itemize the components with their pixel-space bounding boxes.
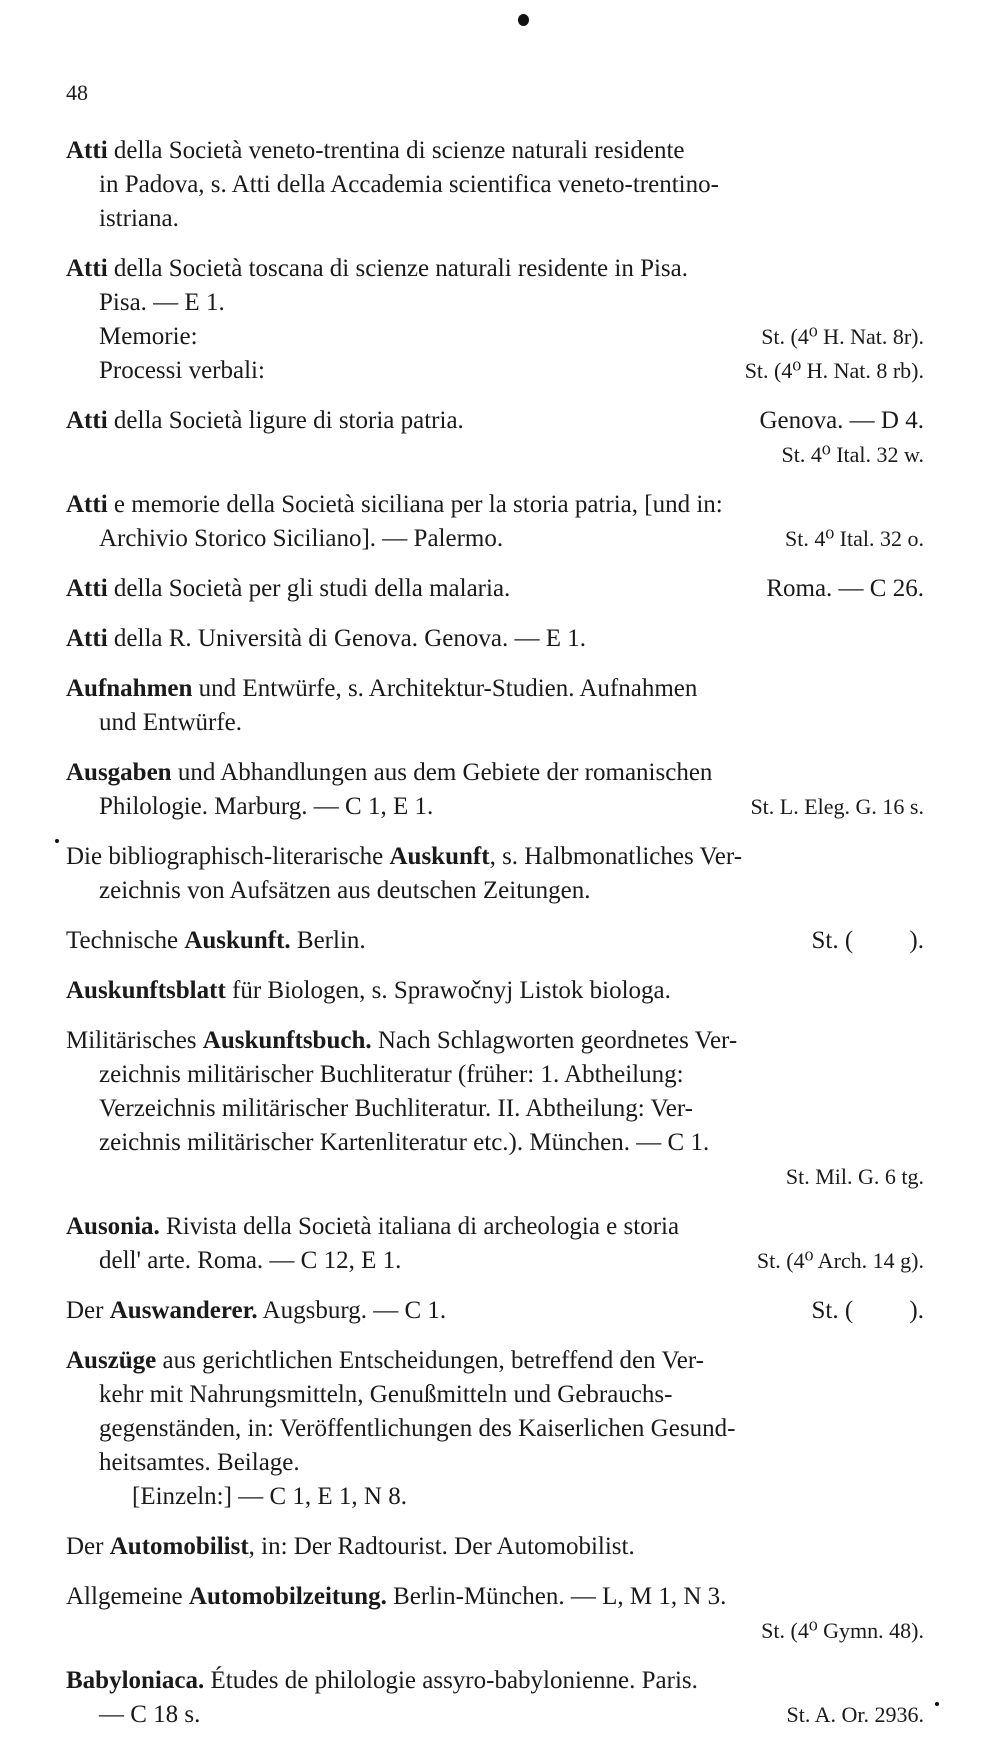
catalog-entry xyxy=(66,1210,924,1278)
entry-line: Pisa. — E 1. xyxy=(99,289,225,316)
shelf-mark: St. (4⁰ H. Nat. 8 rb). xyxy=(744,358,924,383)
catalog-entry xyxy=(66,672,924,740)
catalog-entry xyxy=(66,756,924,824)
entry-line xyxy=(66,756,924,790)
entry-line: in Padova, s. Atti della Accademia scientifica veneto-trentino- xyxy=(99,171,719,198)
ink-speck-margin xyxy=(55,839,59,843)
catalog-entry xyxy=(66,1024,924,1194)
entry-headword: Auswanderer. xyxy=(109,1297,258,1324)
entry-headword: Atti xyxy=(66,575,108,602)
entry-prefix: Die bibliographisch-literarische xyxy=(66,843,390,870)
entry-line xyxy=(66,522,924,556)
entry-text: della R. Università di Genova. Genova. — E 1. xyxy=(107,625,587,652)
entry-text: Nach Schlagworten geordnetes Ver- xyxy=(371,1027,738,1054)
catalog-entry xyxy=(66,924,924,958)
entry-headword: Atti xyxy=(66,137,108,164)
entry-line xyxy=(66,320,924,354)
entry-headword: Atti xyxy=(66,625,108,652)
entry-text: , in: Der Radtourist. Der Automobilist. xyxy=(248,1533,635,1560)
catalog-entries xyxy=(66,134,924,1748)
entry-headword: Ausgaben xyxy=(66,759,172,786)
entry-prefix: Allgemeine xyxy=(66,1583,189,1610)
entry-line xyxy=(66,1344,924,1378)
entry-text: — C 18 s. xyxy=(99,1701,201,1728)
entry-text: Augsburg. — C 1. xyxy=(257,1297,447,1324)
entry-text: für Biologen, s. Sprawočnyj Listok biologa. xyxy=(225,977,671,1004)
entry-text: della Società veneto-trentina di scienze naturali residente xyxy=(107,137,685,164)
entry-text: und Entwürfe, s. Architektur-Studien. Aufnahmen xyxy=(192,675,698,702)
entry-headword: Ausonia. xyxy=(66,1213,160,1240)
catalog-entry xyxy=(66,1530,924,1564)
catalog-entry xyxy=(66,488,924,556)
entry-headword: Auskunft xyxy=(389,843,490,870)
entry-line xyxy=(66,672,924,706)
entry-location: Genova. — D 4. xyxy=(759,407,924,434)
entry-text: della Società toscana di scienze naturali residente in Pisa. xyxy=(107,255,689,282)
catalog-entry xyxy=(66,974,924,1008)
entry-text: della Società per gli studi della malaria. xyxy=(107,575,511,602)
entry-headword: Babyloniaca. xyxy=(66,1667,205,1694)
entry-line xyxy=(66,974,924,1008)
entry-line xyxy=(66,354,924,388)
entry-line: heitsamtes. Beilage. xyxy=(99,1449,300,1476)
entry-headword: Atti xyxy=(66,407,108,434)
catalog-entry xyxy=(66,1580,924,1648)
entry-line: zeichnis von Aufsätzen aus deutschen Zeitungen. xyxy=(99,877,591,904)
entry-text: und Abhandlungen aus dem Gebiete der romanischen xyxy=(171,759,713,786)
entry-line xyxy=(66,1664,924,1698)
entry-line xyxy=(66,1024,924,1058)
catalog-entry xyxy=(66,1664,924,1732)
shelf-mark: St. 4⁰ Ital. 32 o. xyxy=(785,526,924,551)
entry-line xyxy=(66,622,924,656)
entry-prefix: Technische xyxy=(66,927,185,954)
entry-headword: Atti xyxy=(66,255,108,282)
entry-text: Berlin-München. — L, M 1, N 3. xyxy=(386,1583,727,1610)
entry-line: gegenständen, in: Veröffentlichungen des Kaiserlichen Gesund- xyxy=(99,1415,736,1442)
entry-headword: Auskunft. xyxy=(184,927,291,954)
shelf-mark: St. L. Eleg. G. 16 s. xyxy=(750,794,924,819)
ink-speck-bottom xyxy=(935,1702,939,1706)
entry-headword: Aufnahmen xyxy=(66,675,193,702)
entry-line: zeichnis militärischer Buchliteratur (früher: 1. Abtheilung: xyxy=(99,1061,684,1088)
entry-line: kehr mit Nahrungsmitteln, Genußmitteln und Gebrauchs- xyxy=(99,1381,673,1408)
catalog-entry xyxy=(66,622,924,656)
entry-line: [Einzeln:] — C 1, E 1, N 8. xyxy=(132,1483,407,1510)
shelf-mark: St. ( ). xyxy=(811,927,924,954)
shelf-mark: St. A. Or. 2936. xyxy=(786,1702,924,1727)
entry-line xyxy=(66,790,924,824)
catalog-entry xyxy=(66,572,924,606)
entry-line: und Entwürfe. xyxy=(99,709,243,736)
entry-text: Berlin. xyxy=(290,927,366,954)
entry-headword: Automobilist xyxy=(109,1533,249,1560)
page-number: 48 xyxy=(66,80,88,105)
entry-text: aus gerichtlichen Entscheidungen, betreffend den Ver- xyxy=(156,1347,704,1374)
entry-line xyxy=(66,1580,924,1614)
entry-headword: Auszüge xyxy=(66,1347,157,1374)
entry-line xyxy=(66,924,924,958)
entry-text: Archivio Storico Siciliano]. — Palermo. xyxy=(99,525,504,552)
entry-line xyxy=(66,488,924,522)
entry-prefix: Militärisches xyxy=(66,1027,203,1054)
entry-text: Memorie: xyxy=(99,323,198,350)
entry-text: , s. Halbmonatliches Ver- xyxy=(489,843,743,870)
entry-line: istriana. xyxy=(99,205,179,232)
entry-prefix: Der xyxy=(66,1297,110,1324)
shelf-mark: St. (4⁰ Gymn. 48). xyxy=(761,1618,924,1643)
shelf-mark: St. (4⁰ Arch. 14 g). xyxy=(756,1248,924,1273)
entry-text: Études de philologie assyro-babylonienne. Paris. xyxy=(204,1667,698,1694)
entry-line: Verzeichnis militärischer Buchliteratur. II. Abtheilung: Ver- xyxy=(99,1095,694,1122)
entry-location: Roma. — C 26. xyxy=(766,575,924,602)
entry-line xyxy=(66,1530,924,1564)
entry-text: Philologie. Marburg. — C 1, E 1. xyxy=(99,793,434,820)
entry-line xyxy=(66,1294,924,1328)
entry-line xyxy=(66,572,924,606)
catalog-entry xyxy=(66,134,924,236)
entry-line xyxy=(66,1698,924,1732)
entry-line xyxy=(66,252,924,286)
ink-speck-top xyxy=(518,14,529,26)
catalog-entry xyxy=(66,1344,924,1514)
shelf-mark: St. 4⁰ Ital. 32 w. xyxy=(781,442,924,467)
shelf-mark: St. Mil. G. 6 tg. xyxy=(785,1164,924,1189)
entry-prefix: Der xyxy=(66,1533,110,1560)
entry-line xyxy=(66,404,924,438)
entry-line xyxy=(66,840,924,874)
entry-text: dell' arte. Roma. — C 12, E 1. xyxy=(99,1247,402,1274)
entry-headword: Atti xyxy=(66,491,108,518)
entry-headword: Auskunftsbuch. xyxy=(202,1027,372,1054)
catalog-entry xyxy=(66,252,924,388)
entry-text: Rivista della Società italiana di archeologia e storia xyxy=(159,1213,680,1240)
entry-line xyxy=(66,1244,924,1278)
entry-line xyxy=(66,134,924,168)
catalog-entry xyxy=(66,404,924,472)
entry-text: e memorie della Società siciliana per la storia patria, [und in: xyxy=(107,491,723,518)
entry-line: zeichnis militärischer Kartenliteratur etc.). München. — C 1. xyxy=(99,1129,710,1156)
entry-headword: Auskunftsblatt xyxy=(66,977,226,1004)
shelf-mark: St. (4⁰ H. Nat. 8r). xyxy=(761,324,924,349)
entry-line xyxy=(66,1210,924,1244)
catalog-entry xyxy=(66,840,924,908)
entry-text: della Società ligure di storia patria. xyxy=(107,407,464,434)
entry-headword: Automobilzeitung. xyxy=(188,1583,387,1610)
shelf-mark: St. ( ). xyxy=(811,1297,924,1324)
catalog-entry xyxy=(66,1294,924,1328)
entry-text: Processi verbali: xyxy=(99,357,265,384)
